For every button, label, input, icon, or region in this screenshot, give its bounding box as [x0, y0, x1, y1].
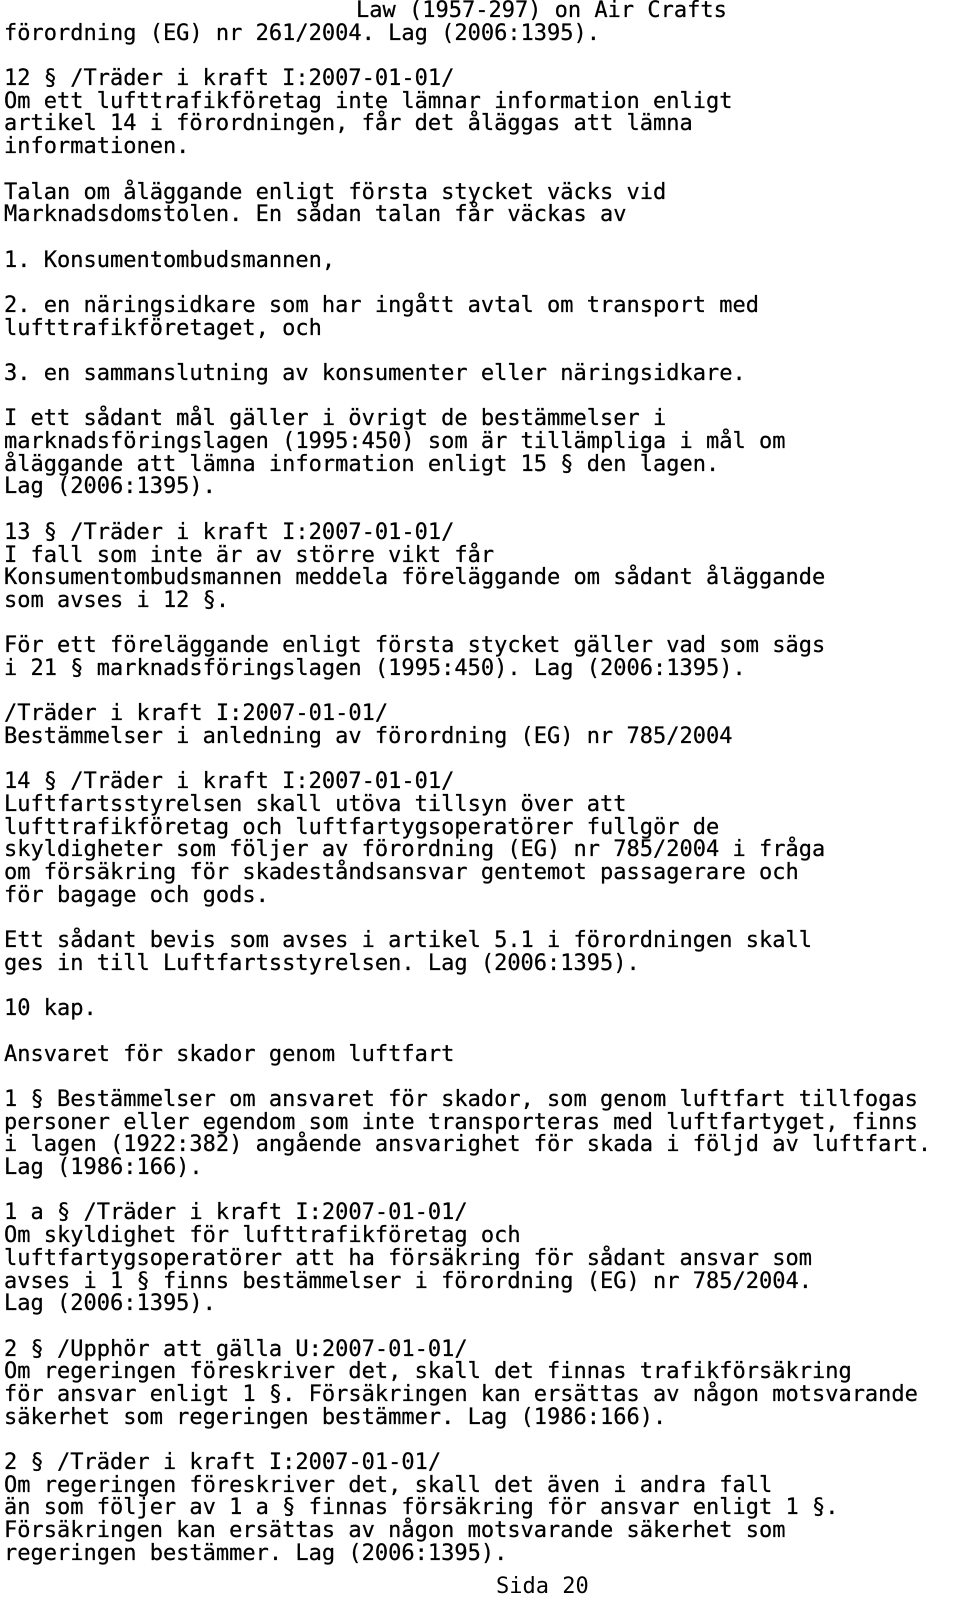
text-line: Lag (1986:166). [4, 1155, 203, 1181]
text-line: lufttrafikföretag och luftfartygsoperatörer fullgör de [4, 814, 720, 840]
text-line: 1 a § /Träder i kraft I:2007-01-01/ [4, 1200, 468, 1226]
text-line: ges in till Luftfartsstyrelsen. Lag (2006:1395). [4, 950, 640, 976]
text-line: avses i 1 § finns bestämmelser i förordning (EG) nr 785/2004. [4, 1268, 812, 1294]
text-line: 3. en sammanslutning av konsumenter eller näringsidkare. [4, 361, 746, 386]
text-line: luftfartygsoperatörer att ha försäkring för sådant ansvar som [4, 1245, 812, 1271]
text-line: marknadsföringslagen (1995:450) som är tillämpliga i mål om [4, 429, 786, 455]
text-line: 13 § /Träder i kraft I:2007-01-01/ [4, 519, 455, 545]
text-line: än som följer av 1 a § finnas försäkring för ansvar enligt 1 §. [4, 1495, 839, 1521]
text-line: Om regeringen föreskriver det, skall det även i andra fall [4, 1472, 773, 1498]
paragraph-gap [4, 272, 956, 295]
paragraph-gap [4, 1066, 956, 1089]
text-line: för bagage och gods. [4, 882, 269, 908]
text-line: skyldigheter som följer av förordning (EG) nr 785/2004 i fråga [4, 837, 826, 863]
text-line: om försäkring för skadeståndsansvar gentemot passagerare och [4, 860, 799, 886]
text-line: Om skyldighet för lufttrafikföretag och [4, 1223, 521, 1249]
paragraph-gap [4, 227, 956, 250]
paragraph-gap [4, 340, 956, 363]
text-line: 2 § /Träder i kraft I:2007-01-01/ [4, 1450, 442, 1475]
text-line: Om regeringen föreskriver det, skall det finnas trafikförsäkring [4, 1359, 852, 1385]
paragraph-gap [4, 749, 956, 772]
text-line: Bestämmelser i anledning av förordning (EG) nr 785/2004 [4, 724, 733, 749]
text-line: i lagen (1922:382) angående ansvarighet för skada i följd av luftfart. [4, 1132, 932, 1158]
text-line: /Träder i kraft I:2007-01-01/ [4, 701, 389, 727]
text-line: informationen. [4, 134, 190, 160]
page-number: Sida 20 [496, 1574, 589, 1599]
text-line: för ansvar enligt 1 §. Försäkringen kan ersättas av någon motsvarande [4, 1381, 918, 1407]
text-line: 2. en näringsidkare som har ingått avtal om transport med [4, 292, 759, 318]
text-line: förordning (EG) nr 261/2004. Lag (2006:1395). [4, 20, 601, 46]
text-line: artikel 14 i förordningen, får det åläggas att lämna [4, 111, 693, 137]
text-line: Konsumentombudsmannen meddela föreläggande om sådant åläggande [4, 565, 826, 591]
text-line: För ett föreläggande enligt första stycket gäller vad som sägs [4, 633, 826, 659]
paragraph-gap [4, 499, 956, 522]
text-line: åläggande att lämna information enligt 15 § den lagen. [4, 451, 720, 477]
text-line: Luftfartsstyrelsen skall utöva tillsyn över att [4, 792, 627, 818]
paragraph-gap [4, 613, 956, 636]
paragraph-gap [4, 386, 956, 409]
text-line: 2 § /Upphör att gälla U:2007-01-01/ [4, 1336, 468, 1362]
paragraph-gap [4, 1316, 956, 1339]
running-header: Law (1957-297) on Air Crafts [356, 0, 727, 23]
text-line: i 21 § marknadsföringslagen (1995:450). Lag (2006:1395). [4, 655, 746, 681]
text-line: regeringen bestämmer. Lag (2006:1395). [4, 1540, 508, 1566]
paragraph-gap [4, 1429, 956, 1452]
paragraph-gap [4, 1021, 956, 1044]
paragraph-gap [4, 681, 956, 704]
text-line: Lag (2006:1395). [4, 474, 216, 500]
text-line: Lag (2006:1395). [4, 1291, 216, 1317]
text-line: Marknadsdomstolen. En sådan talan får väckas av [4, 202, 627, 228]
text-line: I ett sådant mål gäller i övrigt de bestämmelser i [4, 406, 667, 432]
text-line: personer eller egendom som inte transporteras med luftfartyget, finns [4, 1109, 918, 1135]
text-line: Talan om åläggande enligt första stycket väcks vid [4, 179, 667, 205]
text-line: lufttrafikföretaget, och [4, 315, 322, 341]
text-line: I fall som inte är av större vikt får [4, 542, 495, 568]
document-page [4, 0, 956, 1600]
text-line: Om ett lufttrafikföretag inte lämnar information enligt [4, 88, 733, 114]
text-line: Ansvaret för skador genom luftfart [4, 1041, 455, 1067]
document-body [4, 20, 956, 1566]
text-line: säkerhet som regeringen bestämmer. Lag (1986:166). [4, 1404, 667, 1430]
text-line: som avses i 12 §. [4, 587, 230, 613]
text-line: Försäkringen kan ersättas av någon motsvarande säkerhet som [4, 1518, 786, 1544]
paragraph-gap [4, 1180, 956, 1203]
text-line: 1. Konsumentombudsmannen, [4, 247, 336, 273]
text-line: 12 § /Träder i kraft I:2007-01-01/ [4, 66, 455, 92]
text-line: 14 § /Träder i kraft I:2007-01-01/ [4, 769, 455, 795]
paragraph-gap [4, 45, 956, 68]
paragraph-gap [4, 159, 956, 182]
paragraph-gap [4, 908, 956, 931]
text-line: 10 kap. [4, 996, 97, 1022]
paragraph-gap [4, 976, 956, 999]
text-line: 1 § Bestämmelser om ansvaret för skador, som genom luftfart tillfogas [4, 1087, 918, 1112]
text-line: Ett sådant bevis som avses i artikel 5.1 i förordningen skall [4, 928, 812, 954]
